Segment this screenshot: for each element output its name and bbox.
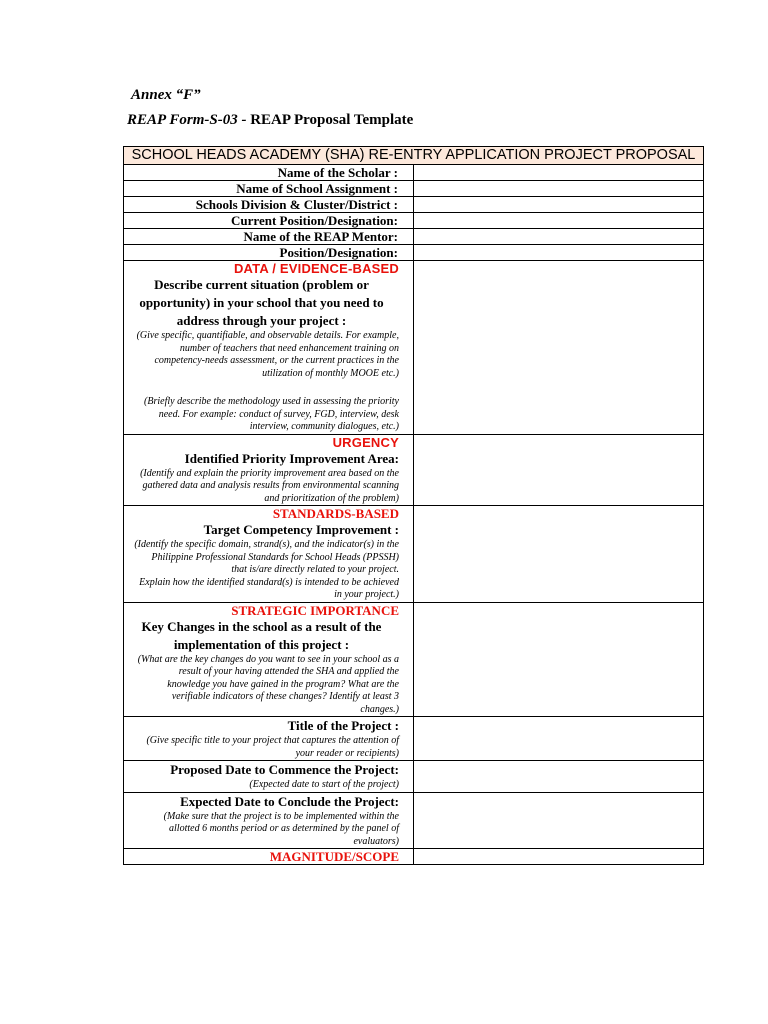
section-input-urgency[interactable]: [414, 434, 704, 506]
section-heading: URGENCY: [332, 434, 399, 450]
field-row-scholar: [124, 165, 704, 181]
field-label-mentor-position: Position/Designation:: [124, 245, 414, 261]
field-row-division: [124, 197, 704, 213]
section-note: (Identify the specific domain, strand(s), and the indicator(s) in the Philippine Professional Standards for School Heads (PPSSH) that is/are directly related to your project.: [134, 539, 399, 575]
annex-label: Annex “F”: [131, 87, 201, 103]
section-input-project-title[interactable]: [414, 717, 704, 761]
table-title: SCHOOL HEADS ACADEMY (SHA) RE-ENTRY APPLICATION PROJECT PROPOSAL: [124, 147, 704, 165]
section-note: (Identify and explain the priority improvement area based on the gathered data and analysis results from environmental scanning and prioritization of the problem): [140, 467, 399, 504]
section-question: Identified Priority Improvement Area:: [184, 450, 399, 466]
section-label-magnitude: [124, 849, 414, 865]
section-input-conclude[interactable]: [414, 792, 704, 849]
field-label-scholar: Name of the Scholar :: [124, 165, 414, 181]
section-heading: DATA / EVIDENCE-BASED: [233, 261, 399, 276]
section-standards: [124, 506, 704, 603]
spacer: [124, 380, 413, 396]
section-input-strategic[interactable]: [414, 602, 704, 717]
field-input-position[interactable]: [414, 213, 704, 229]
section-label-conclude: [124, 792, 414, 849]
field-input-mentor-position[interactable]: [414, 245, 704, 261]
section-label-project-title: [124, 717, 414, 761]
form-id: REAP Form-S-03 -: [127, 112, 247, 128]
field-label-school: Name of School Assignment :: [124, 181, 414, 197]
section-question: Proposed Date to Commence the Project:: [170, 762, 399, 777]
field-row-position: [124, 213, 704, 229]
section-question: Key Changes in the school as a result of the implementation of this project :: [141, 618, 382, 652]
field-row-school: [124, 181, 704, 197]
field-input-mentor[interactable]: [414, 229, 704, 245]
section-heading: MAGNITUDE/SCOPE: [269, 849, 399, 864]
section-input-magnitude[interactable]: [414, 849, 704, 865]
section-question: Title of the Project :: [287, 718, 399, 733]
section-note: (Give specific, quantifiable, and observable details. For example, number of teachers that need enhancement training on competency-needs assessment, or the current practices in the utilization of monthly MOOE etc.): [136, 330, 399, 379]
field-input-scholar[interactable]: [414, 165, 704, 181]
field-input-division[interactable]: [414, 197, 704, 213]
section-magnitude: [124, 849, 704, 865]
section-note: (Expected date to start of the project): [249, 779, 399, 790]
section-input-standards[interactable]: [414, 506, 704, 603]
section-label-data-evidence: [124, 261, 414, 435]
section-question: Expected Date to Conclude the Project:: [180, 793, 399, 809]
section-note: (Give specific title to your project that captures the attention of your reader or recipients): [146, 735, 399, 759]
section-label-urgency: [124, 434, 414, 506]
field-label-position: Current Position/Designation:: [124, 213, 414, 229]
section-input-data-evidence[interactable]: [414, 261, 704, 435]
field-input-school[interactable]: [414, 181, 704, 197]
section-label-commence: [124, 761, 414, 793]
section-label-standards: [124, 506, 414, 603]
section-urgency: [124, 434, 704, 506]
section-heading: STANDARDS-BASED: [272, 506, 399, 521]
section-commence: [124, 761, 704, 793]
proposal-form-table: [123, 146, 704, 865]
field-row-mentor: [124, 229, 704, 245]
section-data-evidence: [124, 261, 704, 435]
section-project-title: [124, 717, 704, 761]
field-label-division: Schools Division & Cluster/District :: [124, 197, 414, 213]
section-input-commence[interactable]: [414, 761, 704, 793]
form-title: REAP Proposal Template: [250, 112, 414, 128]
section-question: Target Competency Improvement :: [203, 522, 399, 537]
section-note: (Briefly describe the methodology used in assessing the priority need. For example: conduct of survey, FGD, interview, desk interview, community dialogues, etc.): [144, 396, 399, 432]
section-strategic: [124, 602, 704, 717]
section-note: (What are the key changes do you want to see in your school as a result of your having attended the SHA and applied the knowledge you have gained in the program? What are the verifiable indicators of these changes? Identify at least 3 changes.): [137, 653, 399, 715]
section-note: (Make sure that the project is to be implemented within the allotted 6 months period or as determined by the panel of evaluators): [163, 810, 399, 847]
field-label-mentor: Name of the REAP Mentor:: [124, 229, 414, 245]
section-label-strategic: [124, 602, 414, 717]
section-question: Describe current situation (problem or opportunity) in your school that you need to address through your project :: [139, 277, 384, 328]
section-conclude: [124, 792, 704, 849]
form-title-line: [127, 112, 413, 129]
section-heading: STRATEGIC IMPORTANCE: [231, 602, 399, 618]
table-title-row: [124, 147, 704, 165]
section-note: Explain how the identified standard(s) is intended to be achieved in your project.): [139, 576, 399, 600]
field-row-mentor-position: [124, 245, 704, 261]
